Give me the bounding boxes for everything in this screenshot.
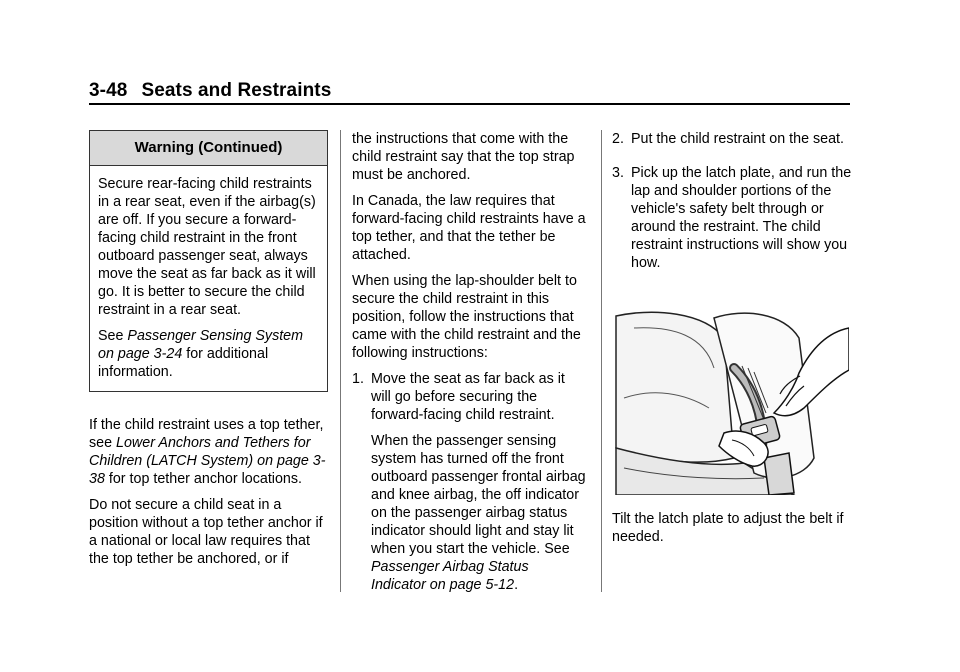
step-1-text: Move the seat as far back as it will go before securing the forward-facing child restraint. [371,371,565,423]
column-2 [352,130,587,610]
anchor-law-paragraph: Do not secure a child seat in a position without a top tether anchor if a national or local law requires that the top tether be anchored, or if [89,497,323,567]
page-header [89,80,331,102]
tether-paragraph [89,416,329,488]
header-rule [89,103,850,105]
passenger-sensing-link[interactable]: Passenger Sensing System on page 3-24 [98,328,304,362]
lap-shoulder-paragraph: When using the lap-shoulder belt to secure the child restraint in this position, follow the instructions that came with the child restraint and the following instructions: [352,273,581,361]
step-3-text: Pick up the latch plate, and run the lap and shoulder portions of the vehicle's safety belt through or around the restraint. The child restraint instructions will show you how. [631,165,852,271]
tether-suffix: for top tether anchor locations. [104,471,302,487]
warning-title: Warning (Continued) [90,131,327,166]
step-3 [612,164,852,280]
step-3-number: 3. [612,165,624,181]
canada-paragraph: In Canada, the law requires that forward-facing child restraints have a top tether, and that the tether be attached. [352,193,586,263]
warning-ref-prefix: See [98,328,128,344]
column-divider-1 [340,130,341,592]
warning-ref-suffix: for additional information. [98,346,269,380]
steps-list-b [612,130,852,280]
section-title: Seats and Restraints [141,80,332,101]
warning-body [90,166,327,391]
warning-box [89,130,328,392]
column-3 [612,130,852,554]
step-2 [612,130,852,156]
tether-prefix: If the child restraint uses a top tether, see [89,417,324,451]
latch-plate-illustration [614,308,849,495]
step-1 [352,370,587,602]
steps-list-a [352,370,587,602]
latch-link[interactable]: Lower Anchors and Tethers for Children (LATCH System) on page 3-38 [89,435,326,487]
step-1-number: 1. [352,371,364,387]
airbag-indicator-link[interactable]: Passenger Airbag Status Indicator on page 5-12 [371,559,529,593]
warning-reference [98,327,319,381]
step-1-note-suffix: . [514,577,519,593]
warning-text: Secure rear-facing child restraints in a rear seat, even if the airbag(s) are off. If you secure a forward-facing child restraint in the front outboard passenger seat, always move the seat as far back as it will go. It is better to secure the child restraint in a rear seat. [98,176,316,318]
step-1-note [371,432,587,594]
illustration-caption: Tilt the latch plate to adjust the belt if needed. [612,511,844,545]
instructions-paragraph: the instructions that come with the child restraint say that the top strap must be anchored. [352,131,575,183]
page-number: 3-48 [89,80,128,101]
column-1 [89,130,329,576]
column-divider-2 [601,130,602,592]
step-2-number: 2. [612,131,624,147]
step-2-text: Put the child restraint on the seat. [631,131,844,147]
step-1-note-prefix: When the passenger sensing system has turned off the front outboard passenger frontal airbag and knee airbag, the off indicator on the passenger airbag status indicator should light and stay lit when you start the vehicle. See [371,433,586,557]
